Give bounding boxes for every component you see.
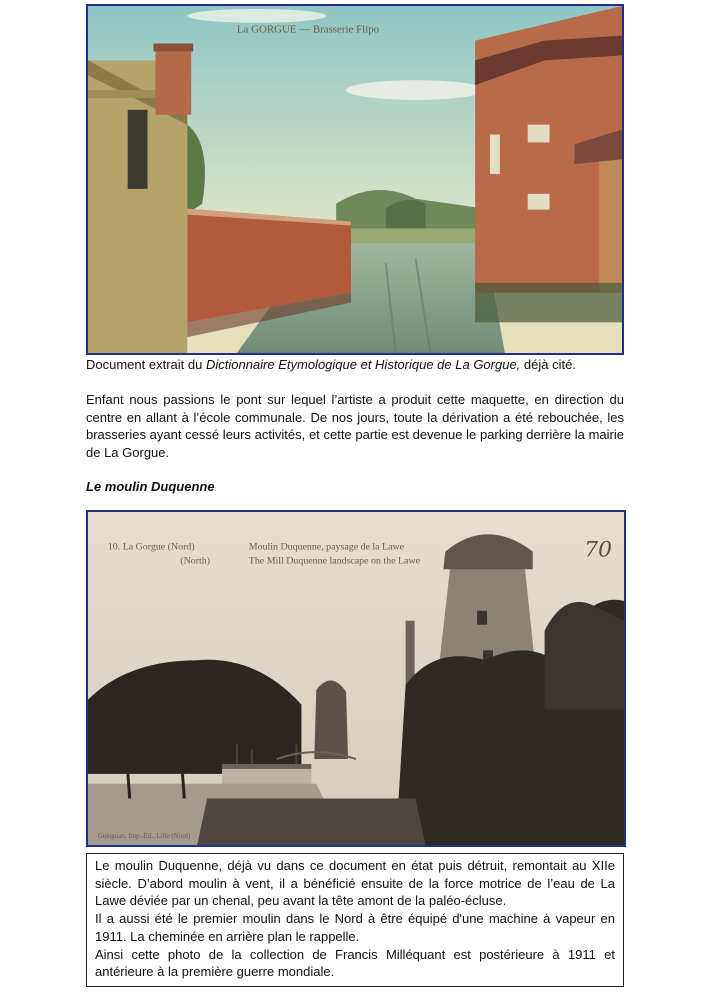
postcard-title: La GORGUE — Brasserie Flipo <box>236 23 380 36</box>
note-paragraph-history: Le moulin Duquenne, déjà vu dans ce document en état puis détruit, remontait au XIIe siècle. D’abord moulin à vent, il a bénéficié ensuite de la force motrice de l’eau de La Lawe déviée par un chenal, peu avant la tête amont de la paléo-écluse. <box>95 858 615 909</box>
caption-prefix: Document extrait du <box>86 357 206 372</box>
brasserie-flipo-postcard <box>86 4 624 355</box>
caption-suffix: déjà cité. <box>520 357 576 372</box>
note-paragraph-dating: Ainsi cette photo de la collection de Francis Milléquant est postérieure à 1911 et antérieure à la première guerre mondiale. <box>95 946 615 980</box>
note-box <box>86 853 624 987</box>
postcard-north-label: (North) <box>180 555 211 567</box>
postcard-title-en: The Mill Duquenne landscape on the Lawe <box>248 555 421 567</box>
postcard-publisher: Guéquian, Imp.-Ed., Lille (Nord) <box>97 833 191 841</box>
postcard-number: 10. La Gorgue (Nord) <box>107 541 195 553</box>
handwritten-number: 70 <box>584 537 613 563</box>
body-paragraph: Enfant nous passions le pont sur lequel l’artiste a produit cette maquette, en direction du centre en allant à l’école communale. De nos jours, toute la dérivation a été rebouchée, les brasseries ayant cessé leurs activités, et cette partie est devenue le parking derrière la mairie de La Gorgue. <box>86 392 624 460</box>
moulin-duquenne-illustration <box>88 512 624 845</box>
photo-caption <box>86 356 626 374</box>
note-paragraph-steam: Il a aussi été le premier moulin dans le Nord à être équipé d'une machine à vapeur en 1911. La cheminée en arrière plan le rappelle. <box>95 911 615 944</box>
section-heading: Le moulin Duquenne <box>86 479 215 494</box>
moulin-duquenne-postcard <box>86 510 626 847</box>
postcard-title-fr: Moulin Duquenne, paysage de la Lawe <box>248 541 405 553</box>
caption-book-title: Dictionnaire Etymologique et Historique de La Gorgue, <box>205 357 521 372</box>
brasserie-flipo-illustration <box>88 6 622 353</box>
